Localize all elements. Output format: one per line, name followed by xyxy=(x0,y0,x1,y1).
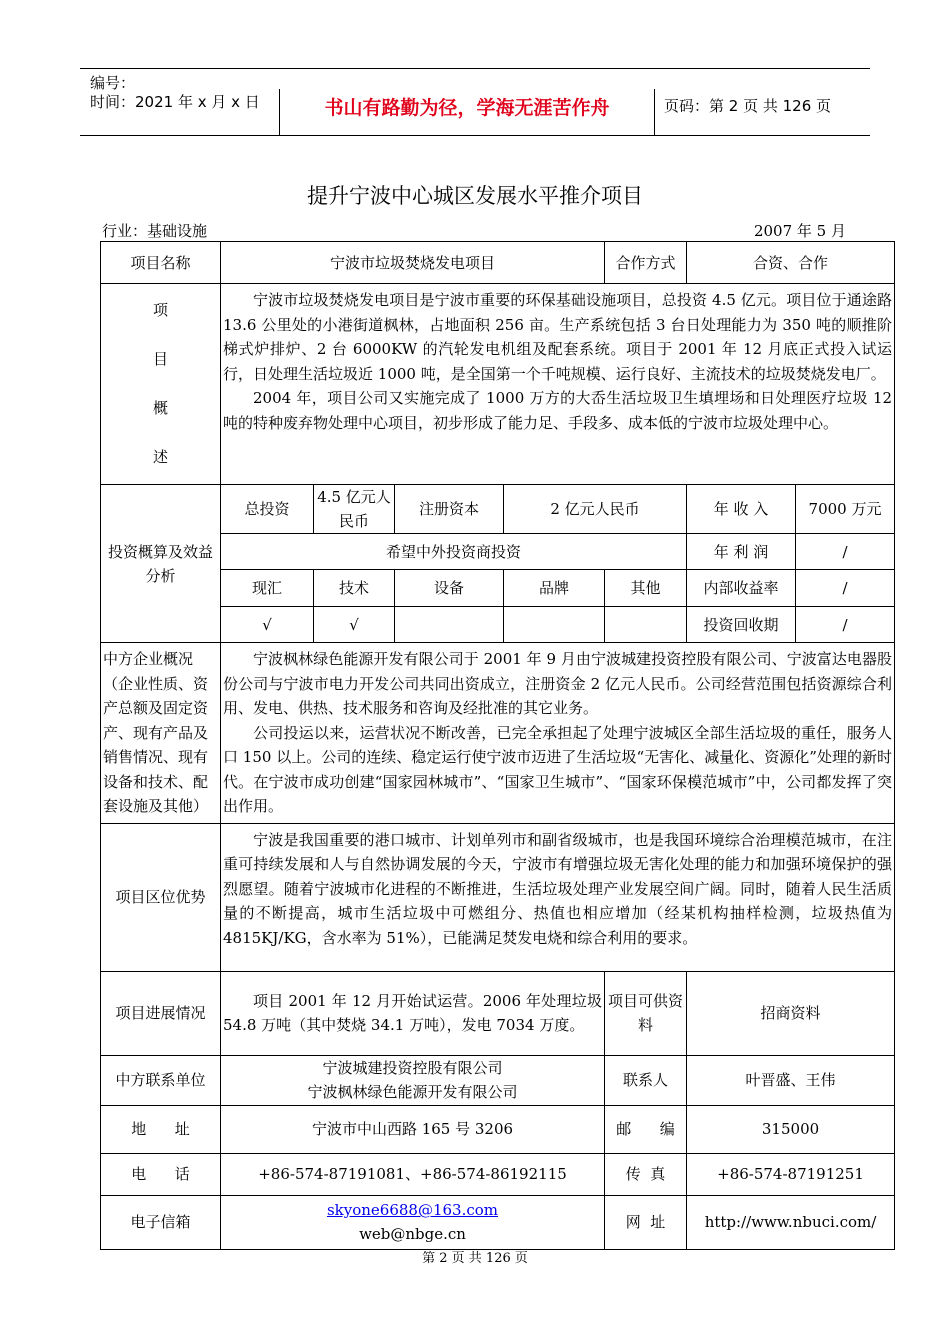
materials-label: 项目可供资料 xyxy=(605,971,687,1055)
header-page-info: 页码：第 2 页 共 126 页 xyxy=(664,97,832,115)
overview-paragraph: 2004 年，项目公司又实施完成了 1000 万方的大岙生活垃圾卫生填埋场和日处理医疗垃圾 12 吨的特种废弃物处理中心项目，初步形成了能力足、手段多、成本低的宁波市垃圾处理中心。 xyxy=(223,389,893,432)
header-divider xyxy=(654,89,655,135)
website-label: 网 址 xyxy=(605,1195,687,1249)
contact-person-label: 联系人 xyxy=(605,1055,687,1105)
header-motto: 书山有路勤为径，学海无涯苦作舟 xyxy=(324,97,610,119)
overview-paragraph: 宁波市垃圾焚烧发电项目是宁波市重要的环保基础设施项目，总投资 4.5 亿元。项目位于通途路 13.6 公里处的小港街道枫林，占地面积 256 亩。生产系统包括 3 台日处理能力为 350 吨的顺推阶梯式炉排炉、2 台 6000KW 的汽轮发电机组及配套系统。项目于 2001 年 12 月底正式投入试运行，日处理生活垃圾近 1000 吨，是全国第一个千吨规模、运行良好、主流技术的垃圾焚烧发电厂。 xyxy=(223,291,893,383)
website-value: http://www.nbuci.com/ xyxy=(687,1195,895,1249)
document-title: 提升宁波中心城区发展水平推介项目 xyxy=(307,184,643,208)
phone-row xyxy=(101,1153,895,1195)
investment-label: 投资概算及效益分析 xyxy=(101,485,221,643)
registered-capital-label: 注册资本 xyxy=(395,485,504,534)
page-header xyxy=(80,68,870,136)
total-investment-label: 总投资 xyxy=(221,485,314,534)
company-paragraph: 公司投运以来，运营状况不断改善，已完全承担起了处理宁波城区全部生活垃圾的重任，服务人口 150 以上。公司的连续、稳定运行使宁波市迈进了生活垃圾“无害化、减量化、资源化”处理的新时代。在宁波市成功创建“国家园林城市”、“国家卫生城市”、“国家环保模范城市”中，公司都发挥了突出作用。 xyxy=(223,723,893,815)
coop-value: 合资、合作 xyxy=(687,242,895,284)
project-name-label: 项目名称 xyxy=(101,242,221,284)
contact-person-value: 叶晋盛、王伟 xyxy=(687,1055,895,1105)
company-label: 中方企业概况（企业性质、资产总额及固定资产、现有产品及销售情况、现有设备和技术、配套设施及其他） xyxy=(101,643,221,824)
email-value xyxy=(221,1195,605,1249)
location-row xyxy=(101,823,895,971)
investment-row-3 xyxy=(101,570,895,607)
email-2: web@nbge.cn xyxy=(359,1225,466,1243)
payback-label: 投资回收期 xyxy=(687,607,796,643)
coop-label: 合作方式 xyxy=(605,242,687,284)
check-technology: √ xyxy=(314,607,395,643)
address-label: 地 址 xyxy=(101,1105,221,1153)
zip-label: 邮 编 xyxy=(605,1105,687,1153)
col-equipment: 设备 xyxy=(395,570,504,607)
irr-label: 内部收益率 xyxy=(687,570,796,607)
col-other: 其他 xyxy=(605,570,687,607)
overview-label: 项 目 概 述 xyxy=(101,284,221,485)
address-value: 宁波市中山西路 165 号 3206 xyxy=(221,1105,605,1153)
contact-unit-row xyxy=(101,1055,895,1105)
zip-value: 315000 xyxy=(687,1105,895,1153)
phone-label: 电 话 xyxy=(101,1153,221,1195)
company-text xyxy=(221,643,895,824)
contact-unit-label: 中方联系单位 xyxy=(101,1055,221,1105)
location-paragraph: 宁波是我国重要的港口城市、计划单列市和副省级城市，也是我国环境综合治理模范城市，在注重可持续发展和人与自然协调发展的今天，宁波市有增强垃圾无害化处理的能力和加强环境保护的强烈愿望。随着宁波城市化进程的不断推进，生活垃圾处理产业发展空间广阔。同时，随着人民生活质量的不断提高，城市生活垃圾中可燃组分、热值也相应增加（经某机构抽样检测，垃圾热值为 4815KJ/KG，含水率为 51%），已能满足焚发电烧和综合利用的要求。 xyxy=(223,830,893,947)
email-row xyxy=(101,1195,895,1249)
check-cash: √ xyxy=(221,607,314,643)
irr-value: / xyxy=(796,570,895,607)
fax-value: +86-574-87191251 xyxy=(687,1153,895,1195)
annual-profit-label: 年 利 润 xyxy=(687,534,796,570)
phone-value: +86-574-87191081、+86-574-86192115 xyxy=(221,1153,605,1195)
contact-unit-value xyxy=(221,1055,605,1105)
company-paragraph: 宁波枫林绿色能源开发有限公司于 2001 年 9 月由宁波城建投资控股有限公司、宁波富达电器股份公司与宁波市电力开发公司共同出资成立，注册资金 2 亿元人民币。公司经营范围包括资源综合利用、发电、供热、技术服务和咨询及经批准的其它业务。 xyxy=(223,650,893,717)
check-other xyxy=(605,607,687,643)
materials-value: 招商资料 xyxy=(687,971,895,1055)
overview-text xyxy=(221,284,895,485)
number-label: 编号： xyxy=(90,74,136,92)
annual-profit-value: / xyxy=(796,534,895,570)
check-brand xyxy=(504,607,605,643)
email-label: 电子信箱 xyxy=(101,1195,221,1249)
payback-value: / xyxy=(796,607,895,643)
progress-label: 项目进展情况 xyxy=(101,971,221,1055)
investor-hope: 希望中外投资商投资 xyxy=(221,534,687,570)
email-link-1[interactable]: skyone6688@163.com xyxy=(326,1201,499,1219)
time-label: 时间：2021 年 x 月 x 日 xyxy=(90,93,260,111)
location-text xyxy=(221,823,895,971)
progress-row xyxy=(101,971,895,1055)
address-row xyxy=(101,1105,895,1153)
col-cash: 现汇 xyxy=(221,570,314,607)
company-row xyxy=(101,643,895,824)
project-table xyxy=(100,241,895,1250)
contact-unit-2: 宁波枫林绿色能源开发有限公司 xyxy=(307,1083,518,1101)
check-equipment xyxy=(395,607,504,643)
col-brand: 品牌 xyxy=(504,570,605,607)
investment-row-1 xyxy=(101,485,895,534)
project-name-value: 宁波市垃圾焚烧发电项目 xyxy=(221,242,605,284)
investment-row-2 xyxy=(101,534,895,570)
contact-unit-1: 宁波城建投资控股有限公司 xyxy=(322,1059,503,1077)
industry-label: 行业：基础设施 xyxy=(102,222,208,240)
registered-capital-value: 2 亿元人民币 xyxy=(504,485,687,534)
progress-text: 项目 2001 年 12 月开始试运营。2006 年处理垃圾 54.8 万吨（其中焚烧 34.1 万吨），发电 7034 万度。 xyxy=(221,971,605,1055)
fax-label: 传 真 xyxy=(605,1153,687,1195)
overview-row xyxy=(101,284,895,485)
document-date: 2007 年 5 月 xyxy=(753,222,846,240)
total-investment-value: 4.5 亿元人民币 xyxy=(314,485,395,534)
annual-revenue-value: 7000 万元 xyxy=(796,485,895,534)
col-technology: 技术 xyxy=(314,570,395,607)
location-label: 项目区位优势 xyxy=(101,823,221,971)
project-name-row xyxy=(101,242,895,284)
annual-revenue-label: 年 收 入 xyxy=(687,485,796,534)
page-footer: 第 2 页 共 126 页 xyxy=(422,1251,528,1266)
investment-row-4 xyxy=(101,607,895,643)
